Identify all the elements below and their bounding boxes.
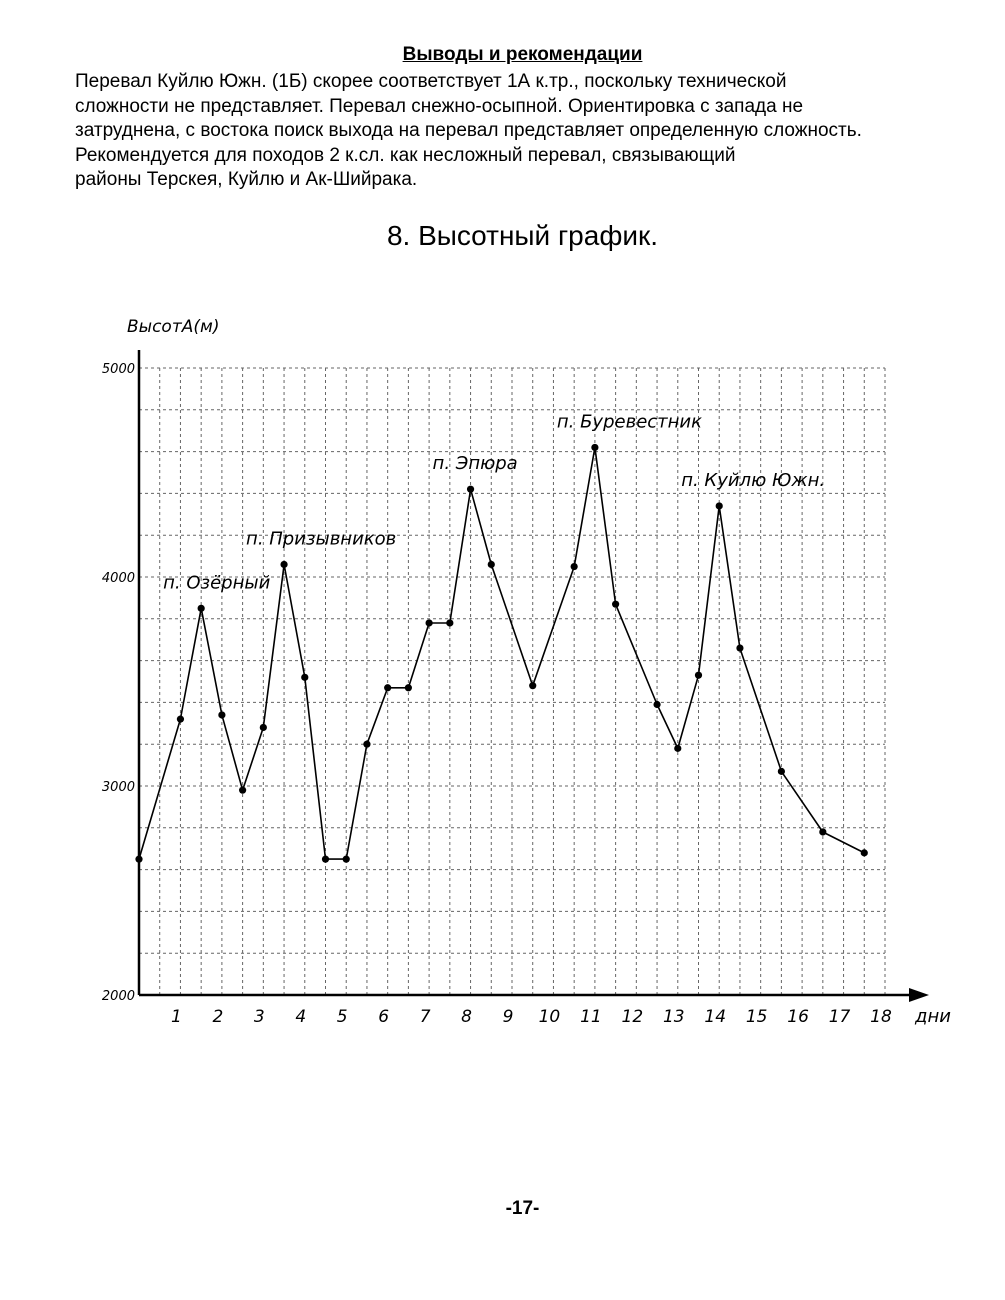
x-tick-label: 13: [662, 1007, 685, 1027]
data-point: [405, 684, 412, 691]
data-point: [467, 486, 474, 493]
data-point: [778, 768, 785, 775]
x-tick-label: 16: [787, 1007, 809, 1027]
data-point: [177, 716, 184, 723]
section-heading: Выводы и рекомендации: [402, 44, 643, 65]
data-point: [529, 682, 536, 689]
data-point: [861, 849, 868, 856]
pass-annotation: п. Буревестник: [556, 411, 703, 433]
conclusions-paragraph: [75, 70, 975, 193]
x-tick-label: 2: [212, 1007, 224, 1027]
paragraph-line: районы Терскея, Куйлю и Ак-Шийрака.: [75, 169, 418, 191]
altitude-chart: [80, 280, 960, 1030]
data-point: [488, 561, 495, 568]
data-point: [446, 619, 453, 626]
y-axis-label: ВысотА(м): [127, 317, 220, 337]
data-point: [384, 684, 391, 691]
x-tick-label: 3: [253, 1007, 265, 1027]
x-tick-label: 14: [704, 1007, 727, 1027]
pass-annotation: п. Куйлю Южн.: [681, 469, 826, 491]
x-tick-label: 6: [378, 1007, 390, 1027]
pass-annotation: п. Озёрный: [163, 572, 271, 594]
data-point: [612, 601, 619, 608]
graph-title: 8. Высотный график.: [386, 220, 659, 251]
chart-series: [135, 444, 867, 863]
data-point: [591, 444, 598, 451]
data-point: [363, 741, 370, 748]
data-point: [280, 561, 287, 568]
x-tick-label: 4: [295, 1007, 307, 1027]
data-point: [301, 674, 308, 681]
paragraph-line: сложности не представляет. Перевал снежно-осыпной. Ориентировка с запада не: [75, 95, 804, 117]
data-point: [819, 828, 826, 835]
data-point: [653, 701, 660, 708]
x-axis-label: дни: [915, 1006, 951, 1027]
x-tick-label: 18: [870, 1007, 892, 1027]
x-tick-label: 11: [580, 1007, 602, 1027]
data-point: [736, 644, 743, 651]
x-tick-label: 15: [745, 1007, 768, 1027]
x-tick-label: 1: [171, 1007, 182, 1027]
y-tick-label: 2000: [101, 989, 135, 1004]
x-tick-label: 12: [621, 1007, 644, 1027]
data-point: [571, 563, 578, 570]
y-tick-label: 4000: [101, 571, 135, 586]
x-tick-label: 9: [502, 1007, 514, 1027]
x-tick-label: 8: [461, 1007, 472, 1027]
altitude-line: [139, 447, 864, 859]
data-point: [135, 856, 142, 863]
x-tick-label: 10: [538, 1007, 561, 1027]
data-point: [695, 672, 702, 679]
x-tick-label: 5: [336, 1007, 348, 1027]
chart-axes: [139, 350, 929, 1002]
data-point: [198, 605, 205, 612]
chart-labels: [102, 317, 951, 1027]
paragraph-line: Рекомендуется для походов 2 к.сл. как несложный перевал, связывающий: [75, 144, 736, 166]
x-axis-arrow: [909, 988, 929, 1002]
x-tick-label: 17: [828, 1007, 851, 1027]
pass-annotation: п. Эпюра: [432, 453, 518, 475]
data-point: [218, 711, 225, 718]
data-point: [674, 745, 681, 752]
y-tick-label: 3000: [101, 780, 135, 795]
data-point: [343, 856, 350, 863]
data-point: [322, 856, 329, 863]
data-point: [239, 787, 246, 794]
data-point: [426, 619, 433, 626]
data-point: [260, 724, 267, 731]
page-number: -17-: [505, 1198, 540, 1219]
paragraph-line: Перевал Куйлю Южн. (1Б) скорее соответствует 1А к.тр., поскольку технической: [75, 71, 787, 92]
y-tick-label: 5000: [101, 362, 135, 377]
x-tick-label: 7: [419, 1007, 431, 1027]
pass-annotation: п. Призывников: [246, 528, 397, 550]
data-point: [716, 502, 723, 509]
paragraph-line: затруднена, с востока поиск выхода на перевал представляет определенную сложность.: [75, 120, 862, 142]
